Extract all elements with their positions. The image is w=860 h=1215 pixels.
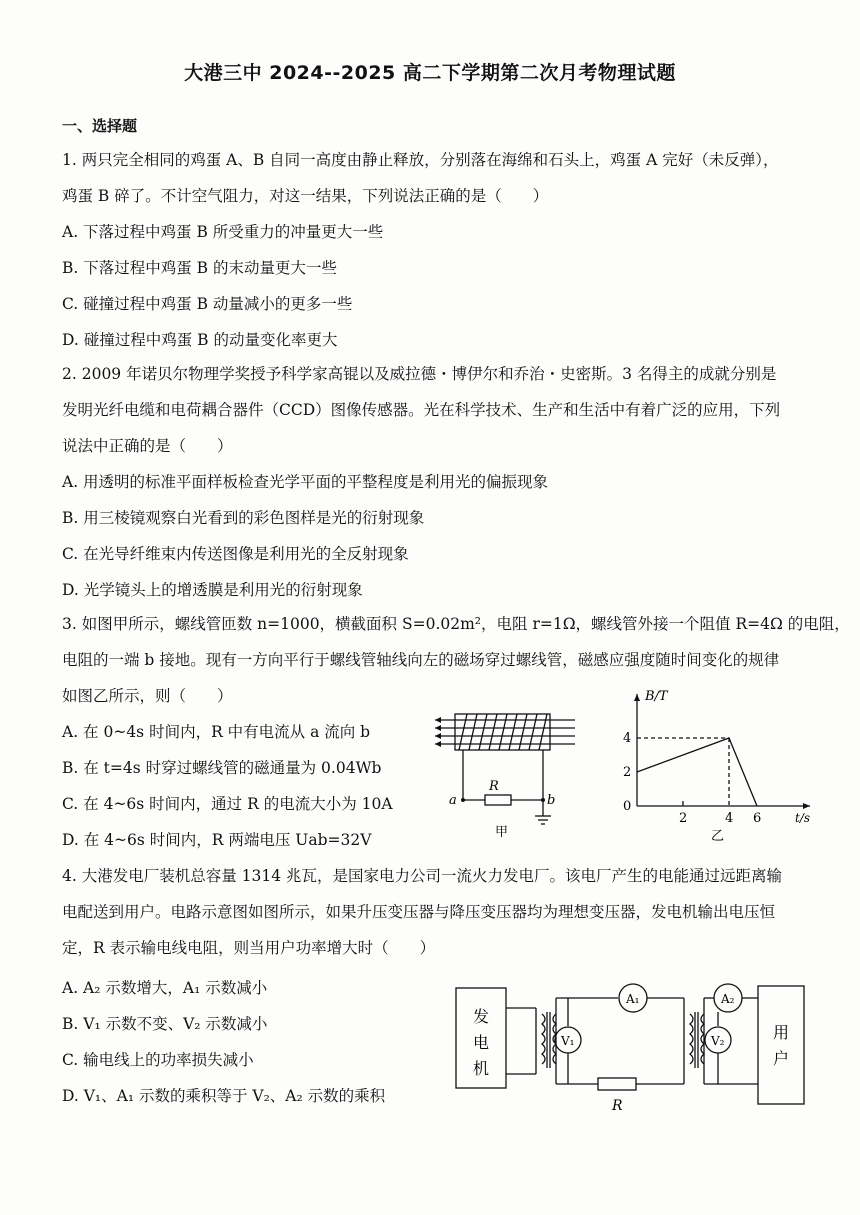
- section-heading: 一、选择题: [62, 117, 138, 135]
- voltmeter-v1-label: V₁: [561, 1034, 575, 1048]
- b-t-graph: [615, 684, 820, 844]
- x-tick-4: 4: [725, 811, 734, 826]
- q4-option-a: A. A₂ 示数增大，A₁ 示数减小: [62, 979, 268, 997]
- q2-stem-line3: 说法中正确的是（ ）: [62, 437, 233, 455]
- q4-option-b: B. V₁ 示数不变、V₂ 示数减小: [62, 1015, 268, 1033]
- line-resistor-label: R: [612, 1098, 623, 1114]
- voltmeter-v2-label: V₂: [711, 1034, 725, 1048]
- ammeter-a2-label: A₂: [721, 992, 735, 1006]
- y-tick-4: 4: [623, 731, 632, 746]
- q3-stem-line2: 电阻的一端 b 接地。现有一方向平行于螺线管轴线向左的磁场穿过螺线管，磁感应强度随时间变化的规律: [62, 651, 780, 669]
- q1-option-a: A. 下落过程中鸡蛋 B 所受重力的冲量更大一些: [62, 223, 384, 241]
- q3-option-d: D. 在 4~6s 时间内，R 两端电压 Uab=32V: [62, 831, 372, 849]
- figure-caption-jia: 甲: [495, 825, 509, 840]
- generator-label: 发电机: [473, 1007, 490, 1078]
- q4-option-c: C. 输电线上的功率损失减小: [62, 1051, 254, 1069]
- q2-option-a: A. 用透明的标准平面样板检查光学平面的平整程度是利用光的偏振现象: [62, 473, 549, 491]
- q4-stem-line1: 4. 大港发电厂装机总容量 1314 兆瓦，是国家电力公司一流火力发电厂。该电厂产生的电能通过远距离输: [62, 867, 783, 885]
- q2-option-d: D. 光学镜头上的增透膜是利用光的衍射现象: [62, 581, 363, 599]
- q4-stem-line2: 电配送到用户。电路示意图如图所示，如果升压变压器与降压变压器均为理想变压器，发电机输出电压恒: [62, 903, 776, 921]
- resistor-label-r: R: [489, 779, 499, 794]
- terminal-a-label: a: [449, 793, 457, 808]
- page-title: 大港三中 2024--2025 高二下学期第二次月考物理试题: [184, 62, 676, 84]
- figure-caption-yi: 乙: [711, 829, 725, 844]
- y-axis-label: B/T: [645, 689, 668, 704]
- x-tick-6: 6: [753, 811, 762, 826]
- q1-option-d: D. 碰撞过程中鸡蛋 B 的动量变化率更大: [62, 331, 338, 349]
- q3-option-c: C. 在 4~6s 时间内，通过 R 的电流大小为 10A: [62, 795, 393, 813]
- q3-stem-line3: 如图乙所示，则（ ）: [62, 687, 233, 705]
- power-transmission-diagram: [450, 978, 810, 1118]
- x-axis-label: t/s: [795, 811, 811, 825]
- terminal-b-label: b: [547, 793, 556, 808]
- ammeter-a1-label: A₁: [626, 992, 640, 1006]
- user-label: 用户: [773, 1023, 790, 1068]
- q1-option-c: C. 碰撞过程中鸡蛋 B 动量减小的更多一些: [62, 295, 353, 313]
- x-tick-2: 2: [679, 811, 688, 826]
- q2-stem-line1: 2. 2009 年诺贝尔物理学奖授予科学家高锟以及威拉德・博伊尔和乔治・史密斯。3 名得主的成就分别是: [62, 365, 777, 383]
- q1-stem-line1: 1. 两只完全相同的鸡蛋 A、B 自同一高度由静止释放，分别落在海绵和石头上，鸡蛋 A 完好（未反弹），: [62, 151, 779, 169]
- y-tick-2: 2: [623, 765, 632, 780]
- q1-stem-line2: 鸡蛋 B 碎了。不计空气阻力，对这一结果，下列说法正确的是（ ）: [62, 187, 549, 205]
- q3-option-b: B. 在 t=4s 时穿过螺线管的磁通量为 0.04Wb: [62, 759, 382, 777]
- q2-option-b: B. 用三棱镜观察白光看到的彩色图样是光的衍射现象: [62, 509, 425, 527]
- q1-option-b: B. 下落过程中鸡蛋 B 的末动量更大一些: [62, 259, 337, 277]
- q2-stem-line2: 发明光纤电缆和电荷耦合器件（CCD）图像传感器。光在科学技术、生产和生活中有着广泛的应用，下列: [62, 401, 781, 419]
- q3-stem-line1: 3. 如图甲所示，螺线管匝数 n=1000，横截面积 S=0.02m²，电阻 r=1Ω，螺线管外接一个阻值 R=4Ω 的电阻，: [62, 615, 850, 633]
- q4-option-d: D. V₁、A₁ 示数的乘积等于 V₂、A₂ 示数的乘积: [62, 1087, 386, 1105]
- q4-stem-line3: 定，R 表示输电线电阻，则当用户功率增大时（ ）: [62, 939, 436, 957]
- q2-option-c: C. 在光导纤维束内传送图像是利用光的全反射现象: [62, 545, 409, 563]
- q3-option-a: A. 在 0~4s 时间内，R 中有电流从 a 流向 b: [62, 723, 371, 741]
- solenoid-circuit-diagram: [425, 700, 580, 840]
- y-tick-0: 0: [623, 799, 632, 814]
